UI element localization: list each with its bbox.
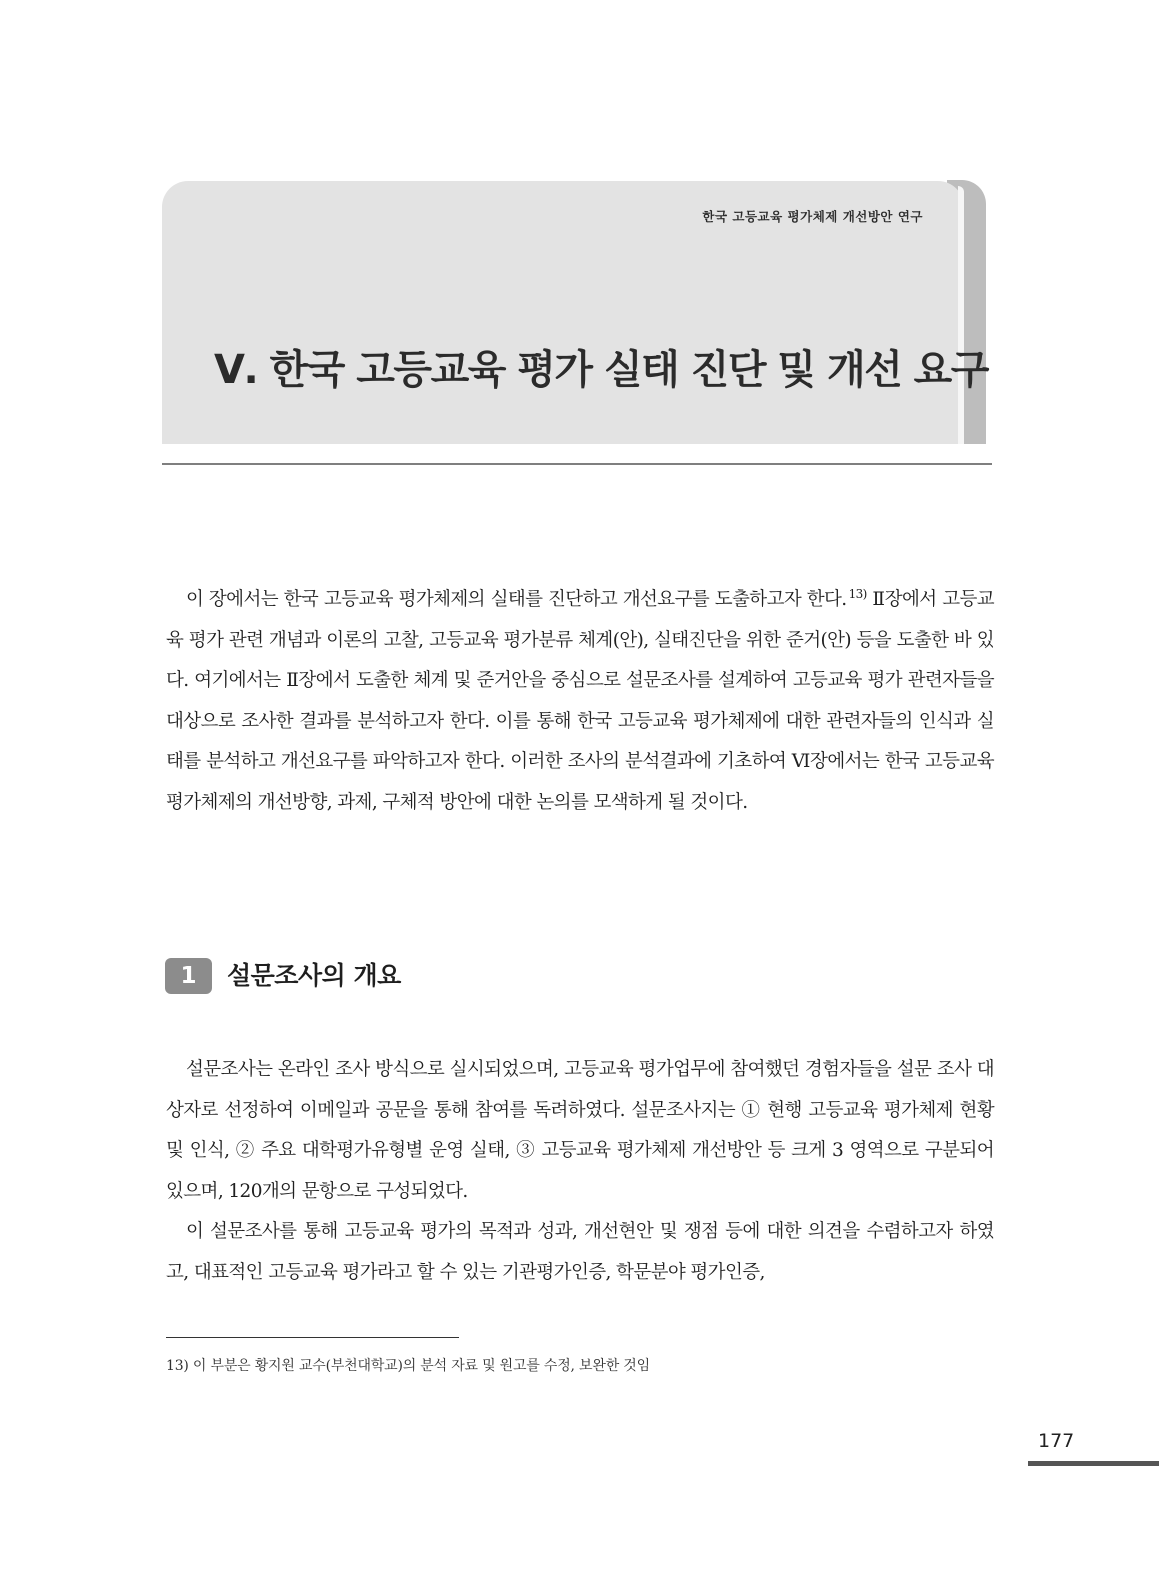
page-number: 177 [1038, 1430, 1075, 1452]
intro-paragraph [166, 580, 994, 824]
chapter-header-edge [958, 186, 964, 444]
section-paragraph-2-text: 이 설문조사를 통해 고등교육 평가의 목적과 성과, 개선현안 및 쟁점 등에 대한 의견을 수렴하고자 하였고, 대표적인 고등교육 평가라고 할 수 있는 기관평가인증, 학문분야 평가인증, [166, 1221, 994, 1283]
section-paragraph-1-text: 설문조사는 온라인 조사 방식으로 실시되었으며, 고등교육 평가업무에 참여했던 경험자들을 설문 조사 대상자로 선정하여 이메일과 공문을 통해 참여를 독려하였다. 설문조사지는 ① 현행 고등교육 평가체제 현황 및 인식, ② 주요 대학평가유형별 운영 실태, ③ 고등교육 평가체제 개선방안 등 크게 3 영역으로 구분되어 있으며, 120개의 문항으로 구성되었다. [166, 1059, 994, 1202]
section-paragraph-2 [166, 1212, 994, 1293]
running-head: 한국 고등교육 평가체제 개선방안 연구 [702, 209, 923, 224]
chapter-title: Ⅴ. 한국 고등교육 평가 실태 진단 및 개선 요구 [214, 347, 988, 393]
intro-text: 이 장에서는 한국 고등교육 평가체제의 실태를 진단하고 개선요구를 도출하고자 한다. [186, 589, 847, 610]
header-divider [162, 463, 992, 465]
page-number-bar [1028, 1461, 1159, 1466]
section-number-badge: 1 [165, 958, 212, 994]
section-title: 설문조사의 개요 [227, 961, 401, 990]
footnote-reference: 13) [848, 586, 867, 601]
footnote-divider [166, 1337, 459, 1338]
footnote: 13) 이 부분은 황지원 교수(부천대학교)의 분석 자료 및 원고를 수정, 보완한 것임 [166, 1358, 650, 1374]
intro-text-rest: Ⅱ장에서 고등교육 평가 관련 개념과 이론의 고찰, 고등교육 평가분류 체계(안), 실태진단을 위한 준거(안) 등을 도출한 바 있다. 여기에서는 Ⅱ장에서 도출한 체계 및 준거안을 중심으로 설문조사를 설계하여 고등교육 평가 관련자들을 대상으로 조사한 결과를 분석하고자 한다. 이를 통해 한국 고등교육 평가체제에 대한 관련자들의 인식과 실태를 분석하고 개선요구를 파악하고자 한다. 이러한 조사의 분석결과에 기초하여 Ⅵ장에서는 한국 고등교육 평가체제의 개선방향, 과제, 구체적 방안에 대한 논의를 모색하게 될 것이다. [166, 589, 995, 813]
section-paragraph-1 [166, 1050, 994, 1212]
